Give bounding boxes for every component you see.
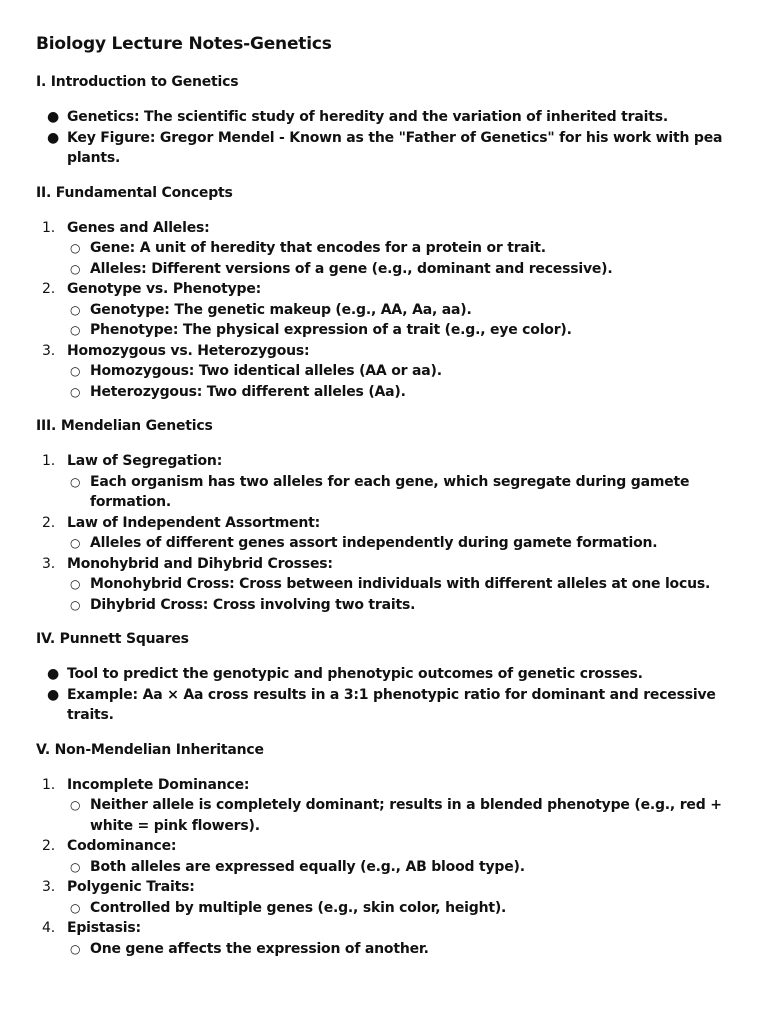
sub-list-item: [67, 857, 726, 878]
sub-list-item: [67, 300, 726, 321]
sub-list-item: [67, 361, 726, 382]
sub-list-item: [67, 795, 726, 836]
list-item-text: Example: Aa × Aa cross results in a 3:1 phenotypic ratio for dominant and recessive traits.: [67, 686, 716, 723]
hollow-bullet-icon: ○: [70, 798, 81, 812]
list-number: 2.: [42, 514, 55, 531]
section-4: [36, 629, 726, 726]
sub-list-item: [67, 533, 726, 554]
list-number: 2.: [42, 281, 55, 297]
numbered-list: [36, 775, 726, 960]
hollow-bullet-icon: ○: [70, 384, 81, 399]
sub-list-item-text: Alleles: Different versions of a gene (e.g., dominant and recessive).: [90, 260, 613, 277]
sub-list: [67, 939, 726, 960]
bullet-list: [36, 107, 726, 169]
section-2: [36, 183, 726, 403]
hollow-bullet-icon: ○: [70, 577, 81, 591]
sub-list-item-text: Both alleles are expressed equally (e.g., AB blood type).: [90, 858, 525, 875]
numbered-list: [36, 451, 726, 615]
sub-list-item-text: Dihybrid Cross: Cross involving two traits.: [90, 596, 416, 613]
sub-list-item: [67, 259, 726, 280]
section-heading: IV. Punnett Squares: [36, 631, 189, 647]
document-title: Biology Lecture Notes-Genetics: [36, 34, 332, 54]
hollow-bullet-icon: ○: [70, 261, 81, 276]
list-item: [36, 451, 726, 513]
sub-list-item-text: Alleles of different genes assort independently during gamete formation.: [90, 535, 658, 551]
hollow-bullet-icon: ○: [70, 323, 81, 337]
list-number: 1.: [42, 453, 55, 469]
list-item: [36, 513, 726, 554]
sub-list-item-text: Neither allele is completely dominant; results in a blended phenotype (e.g., red + white = pink flowers).: [90, 797, 722, 834]
list-item: [36, 836, 726, 877]
list-item: [36, 877, 726, 918]
list-item-text: Homozygous vs. Heterozygous:: [67, 342, 310, 359]
hollow-bullet-icon: ○: [70, 241, 81, 255]
list-number: 1.: [42, 219, 55, 236]
sub-list-item-text: One gene affects the expression of another.: [90, 940, 429, 957]
bullet-icon: ●: [47, 686, 60, 703]
list-number: 4.: [42, 920, 55, 936]
list-item-text: Genetics: The scientific study of heredity and the variation of inherited traits.: [67, 109, 668, 125]
section-5: [36, 740, 726, 960]
list-number: 1.: [42, 776, 55, 793]
section-heading: I. Introduction to Genetics: [36, 74, 239, 90]
sub-list: [67, 472, 726, 513]
sub-list: [67, 898, 726, 919]
sub-list-item-text: Gene: A unit of heredity that encodes for a protein or trait.: [90, 240, 546, 256]
sub-list-item-text: Each organism has two alleles for each gene, which segregate during gamete formation.: [90, 473, 690, 510]
sub-list: [67, 238, 726, 279]
list-item-text: Polygenic Traits:: [67, 879, 195, 895]
list-item-text: Genes and Alleles:: [67, 219, 210, 236]
list-number: 2.: [42, 838, 55, 854]
list-item: [36, 685, 726, 726]
sub-list: [67, 533, 726, 554]
hollow-bullet-icon: ○: [70, 536, 81, 550]
list-item-text: Tool to predict the genotypic and phenotypic outcomes of genetic crosses.: [67, 666, 643, 682]
section-heading: V. Non-Mendelian Inheritance: [36, 741, 264, 758]
list-item: [36, 218, 726, 280]
hollow-bullet-icon: ○: [70, 859, 81, 874]
sub-list-item: [67, 472, 726, 513]
sub-list-item: [67, 382, 726, 403]
list-number: 3.: [42, 879, 55, 895]
hollow-bullet-icon: ○: [70, 364, 81, 378]
bullet-icon: ●: [47, 129, 60, 146]
sub-list-item: [67, 574, 726, 595]
list-item-text: Epistasis:: [67, 920, 141, 936]
sub-list-item-text: Homozygous: Two identical alleles (AA or aa).: [90, 363, 442, 379]
list-number: 3.: [42, 555, 55, 572]
hollow-bullet-icon: ○: [70, 900, 81, 915]
sub-list-item-text: Monohybrid Cross: Cross between individuals with different alleles at one locus.: [90, 576, 711, 592]
list-item-text: Law of Independent Assortment:: [67, 514, 321, 531]
list-item: [36, 128, 726, 169]
list-item-text: Genotype vs. Phenotype:: [67, 281, 262, 297]
section-heading: III. Mendelian Genetics: [36, 418, 213, 434]
list-item: [36, 775, 726, 837]
sub-list-item-text: Controlled by multiple genes (e.g., skin color, height).: [90, 899, 507, 916]
hollow-bullet-icon: ○: [70, 597, 81, 612]
section-3: [36, 416, 726, 615]
sections-container: [36, 72, 726, 959]
sub-list: [67, 795, 726, 836]
hollow-bullet-icon: ○: [70, 474, 81, 489]
bullet-icon: ●: [47, 666, 60, 682]
list-item-text: Monohybrid and Dihybrid Crosses:: [67, 555, 333, 572]
list-item-text: Incomplete Dominance:: [67, 776, 250, 793]
list-item-text: Law of Segregation:: [67, 453, 223, 469]
sub-list: [67, 857, 726, 878]
list-item: [36, 341, 726, 403]
bullet-list: [36, 664, 726, 726]
section-1: [36, 72, 726, 169]
numbered-list: [36, 218, 726, 403]
sub-list-item: [67, 939, 726, 960]
sub-list-item-text: Heterozygous: Two different alleles (Aa).: [90, 383, 406, 400]
list-item-text: Key Figure: Gregor Mendel - Known as the "Father of Genetics" for his work with pea plants.: [67, 129, 723, 166]
sub-list-item-text: Genotype: The genetic makeup (e.g., AA, Aa, aa).: [90, 301, 472, 318]
sub-list-item-text: Phenotype: The physical expression of a trait (e.g., eye color).: [90, 322, 572, 338]
sub-list-item: [67, 238, 726, 259]
list-item: [36, 664, 726, 685]
list-number: 3.: [42, 342, 55, 359]
sub-list: [67, 574, 726, 615]
list-item: [36, 279, 726, 341]
sub-list: [67, 361, 726, 402]
section-heading: II. Fundamental Concepts: [36, 184, 233, 201]
document-page: [36, 33, 726, 973]
list-item: [36, 554, 726, 616]
sub-list: [67, 300, 726, 341]
bullet-icon: ●: [47, 109, 60, 125]
hollow-bullet-icon: ○: [70, 941, 81, 956]
list-item: [36, 107, 726, 128]
list-item: [36, 918, 726, 959]
sub-list-item: [67, 320, 726, 341]
sub-list-item: [67, 595, 726, 616]
sub-list-item: [67, 898, 726, 919]
list-item-text: Codominance:: [67, 838, 177, 854]
hollow-bullet-icon: ○: [70, 302, 81, 317]
